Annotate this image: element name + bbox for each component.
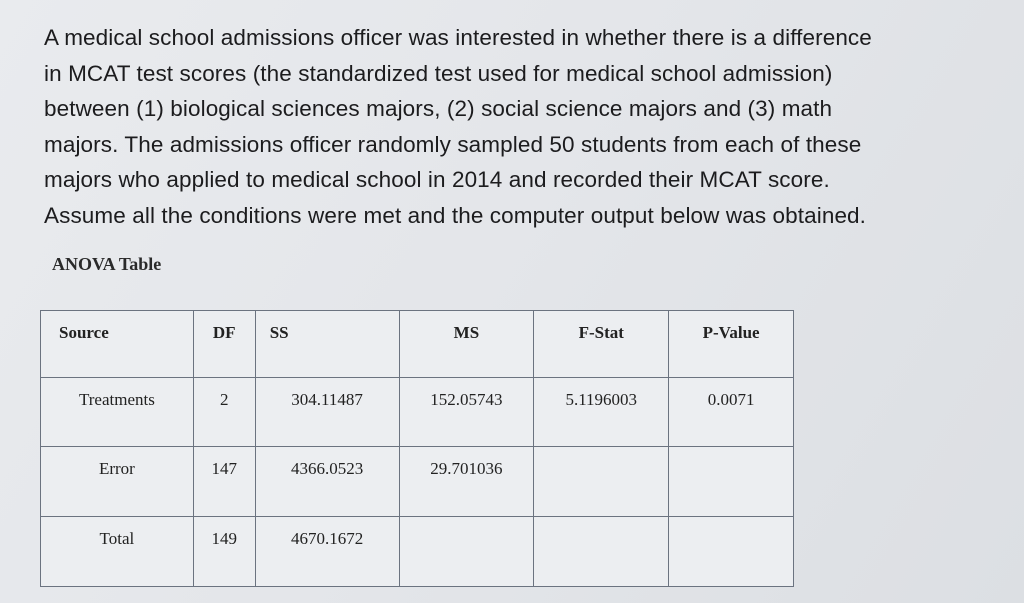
cell-ss: 4670.1672	[255, 517, 399, 587]
cell-df: 149	[193, 517, 255, 587]
header-f-stat: F-Stat	[534, 311, 669, 378]
cell-df: 2	[193, 377, 255, 447]
problem-line: Assume all the conditions were met and the computer output below was obtained.	[44, 202, 867, 228]
cell-p-value: 0.0071	[669, 377, 794, 447]
header-df: DF	[193, 311, 255, 378]
cell-source: Error	[41, 447, 194, 517]
cell-df: 147	[193, 447, 255, 517]
cell-source: Total	[41, 517, 194, 587]
cell-p-value	[669, 517, 794, 587]
header-ss: SS	[255, 311, 399, 378]
table-row	[41, 517, 794, 587]
cell-ss: 304.11487	[255, 377, 399, 447]
cell-f-stat: 5.1196003	[534, 377, 669, 447]
cell-source: Treatments	[41, 377, 194, 447]
cell-f-stat	[534, 517, 669, 587]
problem-line: A medical school admissions officer was interested in whether there is a difference	[44, 25, 872, 50]
anova-table	[40, 310, 794, 587]
cell-f-stat	[534, 447, 669, 517]
problem-line: majors who applied to medical school in 2014 and recorded their MCAT score.	[44, 167, 830, 193]
cell-ms: 29.701036	[399, 447, 534, 517]
problem-line: in MCAT test scores (the standardized test used for medical school admission)	[44, 60, 833, 86]
cell-ms: 152.05743	[399, 377, 534, 447]
problem-line: between (1) biological sciences majors, (2) social science majors and (3) math	[44, 96, 833, 122]
cell-ss: 4366.0523	[255, 447, 399, 517]
problem-statement	[44, 20, 994, 234]
problem-line: majors. The admissions officer randomly sampled 50 students from each of these	[44, 131, 862, 157]
header-p-value: P-Value	[669, 311, 794, 378]
cell-p-value	[669, 447, 794, 517]
table-header-row	[41, 311, 794, 378]
header-ms: MS	[399, 311, 534, 378]
table-title: ANOVA Table	[52, 254, 162, 274]
table-row	[41, 447, 794, 517]
header-source: Source	[41, 311, 194, 378]
cell-ms	[399, 517, 534, 587]
table-row	[41, 377, 794, 447]
